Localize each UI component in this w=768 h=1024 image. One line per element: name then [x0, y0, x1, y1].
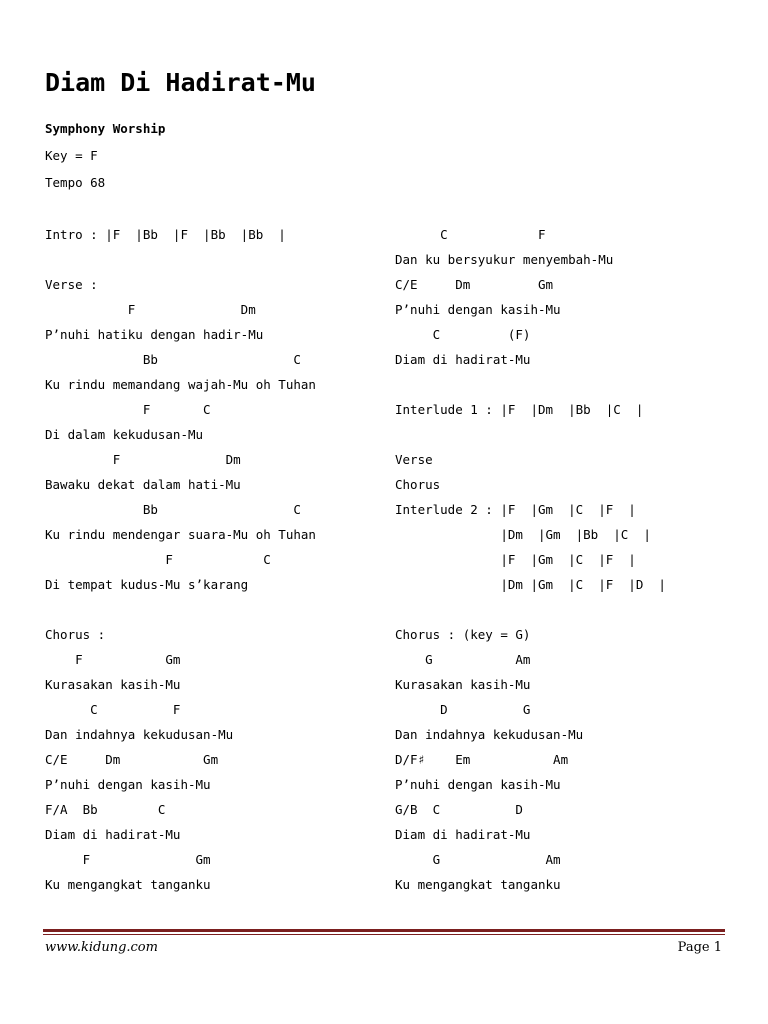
song-line: Verse: [395, 452, 433, 467]
artist-label: Symphony Worship: [45, 121, 166, 136]
song-line: |F |Gm |C |F |: [395, 552, 636, 567]
song-line: Dan ku bersyukur menyembah-Mu: [395, 252, 614, 267]
song-line: Bb C: [45, 352, 301, 367]
song-line: Intro : |F |Bb |F |Bb |Bb |: [45, 227, 286, 242]
song-line: Dan indahnya kekudusan-Mu: [45, 727, 234, 742]
song-line: Ku rindu mendengar suara-Mu oh Tuhan: [45, 527, 316, 542]
song-line: C/E Dm Gm: [45, 752, 219, 767]
song-line: P’nuhi hatiku dengan hadir-Mu: [45, 327, 264, 342]
song-line: Kurasakan kasih-Mu: [395, 677, 531, 692]
footer-rule-thin: [43, 934, 725, 935]
song-line: Kurasakan kasih-Mu: [45, 677, 181, 692]
song-line: C/E Dm Gm: [395, 277, 554, 292]
song-line: F C: [45, 552, 271, 567]
song-line: Ku mengangkat tanganku: [395, 877, 561, 892]
song-line: P’nuhi dengan kasih-Mu: [395, 777, 561, 792]
tempo-label: Tempo 68: [45, 175, 106, 190]
song-line: D G: [395, 702, 531, 717]
right-column: [395, 222, 666, 897]
song-line: Bb C: [45, 502, 301, 517]
song-line: [395, 372, 666, 397]
page-number: Page 1: [677, 940, 722, 955]
song-line: G Am: [395, 852, 561, 867]
song-line: P’nuhi dengan kasih-Mu: [45, 777, 211, 792]
song-line: F C: [45, 402, 211, 417]
song-title: Diam Di Hadirat-Mu: [45, 68, 316, 97]
song-line: Chorus : (key = G): [395, 627, 531, 642]
song-line: Diam di hadirat-Mu: [45, 827, 181, 842]
key-label: Key = F: [45, 148, 98, 163]
song-line: |Dm |Gm |C |F |D |: [395, 577, 666, 592]
footer-rule: [43, 929, 725, 932]
song-line: Di tempat kudus-Mu s’karang: [45, 577, 249, 592]
song-line: Ku mengangkat tanganku: [45, 877, 211, 892]
song-line: Di dalam kekudusan-Mu: [45, 427, 204, 442]
song-line: [45, 247, 316, 272]
song-line: [45, 597, 316, 622]
song-line: C F: [45, 702, 181, 717]
song-line: [395, 597, 666, 622]
song-line: G Am: [395, 652, 531, 667]
song-line: Interlude 1 : |F |Dm |Bb |C |: [395, 402, 644, 417]
song-line: F Dm: [45, 302, 256, 317]
song-line: Diam di hadirat-Mu: [395, 352, 531, 367]
left-column: [45, 222, 316, 897]
song-line: Verse :: [45, 277, 98, 292]
song-line: Bawaku dekat dalam hati-Mu: [45, 477, 241, 492]
song-line: F Gm: [45, 652, 181, 667]
song-line: G/B C D: [395, 802, 523, 817]
song-line: F Dm: [45, 452, 241, 467]
song-line: Chorus: [395, 477, 441, 492]
song-line: F Gm: [45, 852, 211, 867]
song-line: [395, 422, 666, 447]
song-line: F/A Bb C: [45, 802, 166, 817]
song-line: D/F♯ Em Am: [395, 752, 569, 767]
song-line: |Dm |Gm |Bb |C |: [395, 527, 651, 542]
song-line: Ku rindu memandang wajah-Mu oh Tuhan: [45, 377, 316, 392]
song-line: Diam di hadirat-Mu: [395, 827, 531, 842]
footer-site: www.kidung.com: [45, 940, 158, 955]
song-line: P’nuhi dengan kasih-Mu: [395, 302, 561, 317]
song-line: C (F): [395, 327, 531, 342]
song-line: Chorus :: [45, 627, 106, 642]
song-line: Interlude 2 : |F |Gm |C |F |: [395, 502, 636, 517]
song-line: C F: [395, 227, 546, 242]
song-line: Dan indahnya kekudusan-Mu: [395, 727, 584, 742]
